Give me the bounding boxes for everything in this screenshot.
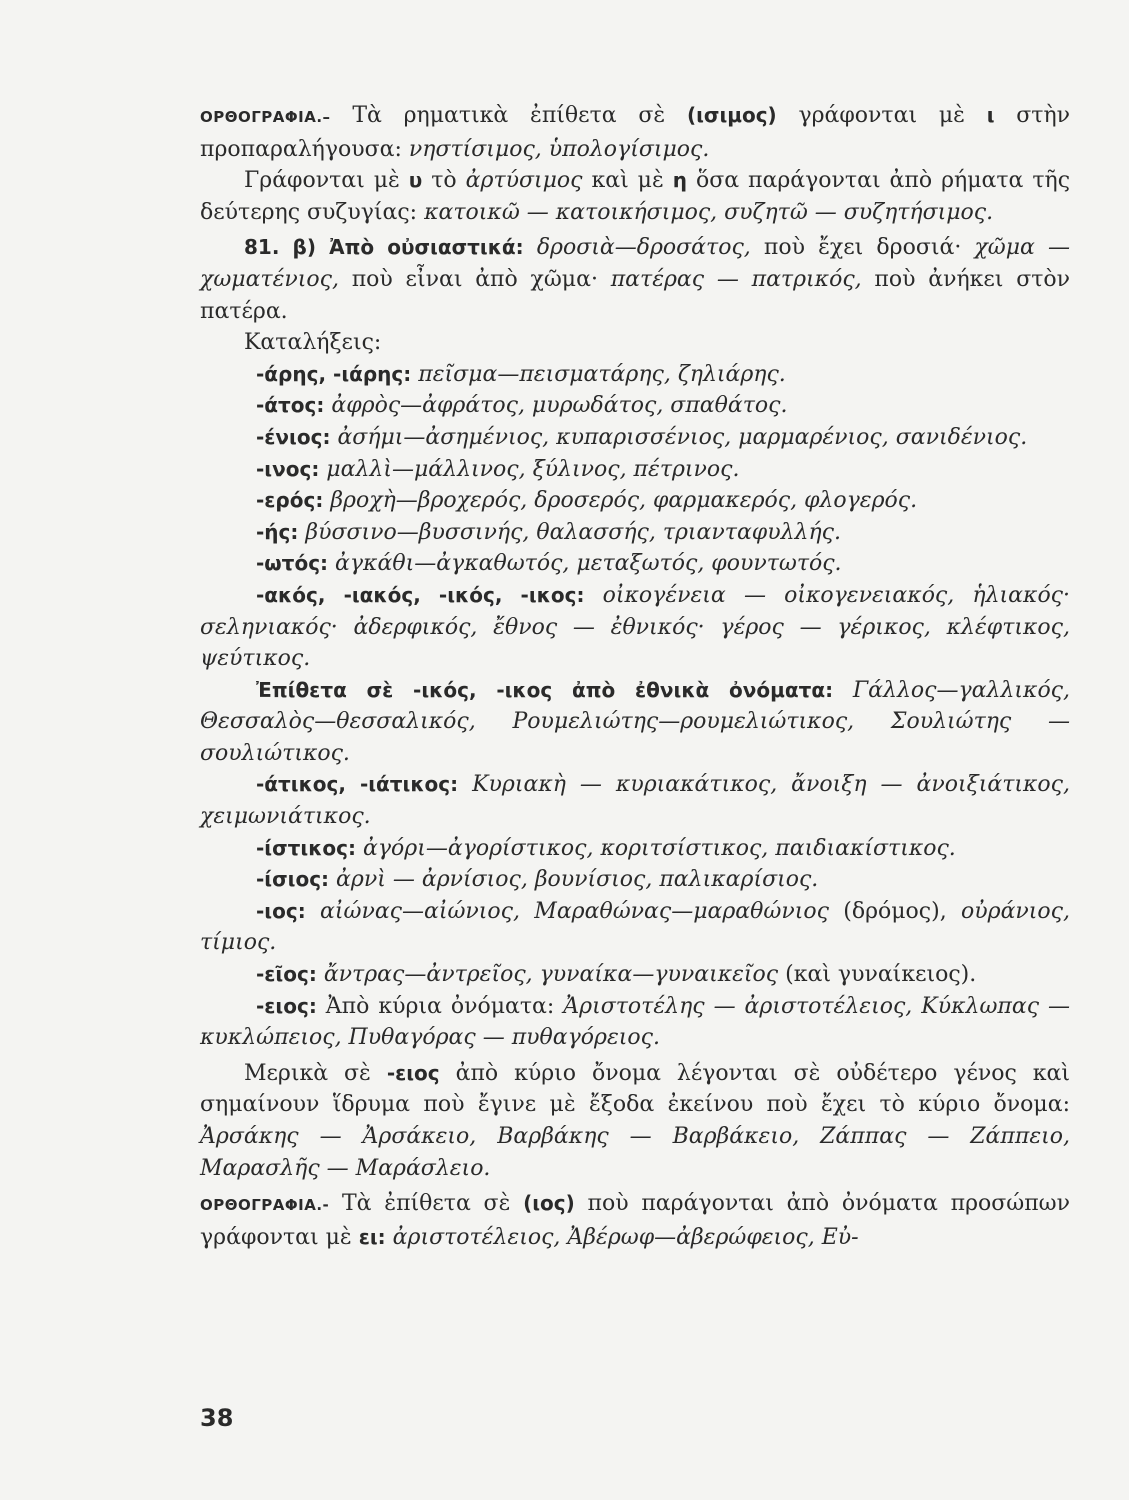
examples: ἀφρὸς—ἀφράτος, μυρωδάτος, σπαθάτος. [324,393,788,419]
suffix: -ής: [256,519,299,544]
examples: ἀσήμι—ἀσημένιος, κυπαρισσένιος, μαρμαρένιος, σανιδένιος. [330,424,1028,450]
text: γράφονται μὲ [776,103,987,128]
letter: ι [986,103,995,127]
word: ἀρτύσιμος [465,168,583,194]
text: ὅσα παράγονται ἀπὸ ρήματα τῆς δεύτερης συζυγίας: [200,168,1071,225]
example: δροσιὰ—δροσάτος, [536,235,751,261]
ending-entry [200,485,1070,517]
examples: νηστίσιμος, ὑπολογίσιμος. [408,136,710,162]
suffix: -ειος: [256,993,317,1018]
examples: βύσσινο—βυσσινής, θαλασσής, τριανταφυλλής. [298,519,841,545]
text: ἀπὸ κύριο ὄνομα λέγονται σὲ οὐδέτερο γένος καὶ σημαίνουν ἵδρυμα ποὺ ἔγινε μὲ ἔξοδα ἐκείνου ποὺ ἔχει τὸ κύριο ὄνομα: [200,1060,1071,1118]
text: ποὺ ἔχει δροσιά· [750,235,975,261]
ending-entry-isios [200,864,1070,896]
text: Γράφονται μὲ [244,168,409,194]
ending-entry-istikos [200,833,1070,865]
letter: υ [408,168,423,193]
text [524,235,537,260]
suffix: -ερός: [256,488,324,513]
ending-entry-eios [200,959,1070,991]
examples: ἀγόρι—ἀγορίστικος, κοριτσίστικος, παιδιακίστικος. [356,835,956,861]
heading: Ἐπίθετα σὲ -ικός, -ικος ἀπὸ ἐθνικὰ ὀνόματα: [256,677,834,702]
example: χῶμα — χωματένιος, [200,235,1071,292]
suffix: -ινος: [256,456,320,481]
examples: ἀρνὶ — ἀρνίσιος, βουνίσιος, παλικαρίσιος. [329,867,819,893]
text: καὶ μὲ [582,168,673,194]
ending-entry [200,390,1070,422]
upsilon-note [200,165,1070,228]
orthography-label: ΟΡΘΟΓΡΑΦΙΑ.– [200,108,331,126]
ending-entry [200,548,1070,580]
suffix: -άτος: [256,393,325,418]
text: τὸ [422,168,466,194]
examples: ἀγκάθι—ἀγκαθωτός, μεταξωτός, φουντωτός. [328,551,842,577]
examples: Κυριακὴ — κυριακάτικος, ἄνοιξη — ἀνοιξιάτικος, χειμωνιάτικος. [200,772,1070,830]
ending-entry [200,359,1070,391]
suffix: -άρης, -ιάρης: [256,361,412,386]
text: Τὰ ρηματικὰ ἐπίθετα σὲ [330,103,687,128]
text: Ἀπὸ κύρια ὀνόματα: [316,993,564,1019]
examples: Ἀριστοτέλης — ἀριστοτέλειος, Κύκλωπας — κυκλώπειος, Πυθαγόρας — πυθαγόρειος. [200,993,1070,1051]
suffix: -άτικος, -ιάτικος: [256,772,459,797]
neuter-note [200,1058,1070,1184]
note: (καὶ γυναίκειος). [785,962,977,988]
suffix: -ιος: [256,898,306,923]
examples: μαλλὶ—μάλλινος, ξύλινος, πέτρινος. [319,456,740,482]
section-heading: 81. β) Ἀπὸ οὐσιαστικά: [244,235,524,260]
text: ποὺ εἶναι ἀπὸ χῶμα· [338,266,611,292]
ending-entry-ios [200,896,1070,959]
examples: πεῖσμα—πεισματάρης, ζηλιάρης. [411,361,786,387]
note: (δρόμος), [843,898,947,924]
section-81 [200,232,1070,327]
ending-entry [200,454,1070,486]
suffix: (ισιμος) [686,103,777,127]
suffix: -εῖος: [256,962,317,987]
suffix: -ωτός: [256,551,329,576]
suffix: -ειος [386,1060,440,1085]
text-block [200,100,1070,1253]
examples: ἄντρας—ἀντρεῖος, γυναίκα—γυναικεῖος [316,962,786,988]
orthography-note-2 [200,1188,1070,1253]
letters: ει: [358,1224,386,1249]
ending-entry-eios-proper [200,991,1070,1054]
examples: οἰκογένεια — οἰκογενειακός, ἡλιακός· σεληνιακός· ἀδερφικός, ἔθνος — ἐθνικός· γέρος — γέρικος, κλέφτικος, ψεύτικος. [200,582,1070,672]
examples: βροχὴ—βροχερός, δροσερός, φαρμακερός, φλογερός. [323,488,918,514]
text: Τὰ ἐπίθετα σὲ [329,1191,524,1217]
ending-entry [200,517,1070,549]
orthography-note-1 [200,100,1070,165]
text: στὴν προπαραλήγουσα: [200,103,1070,162]
text: Μερικὰ σὲ [244,1060,387,1086]
text: ποὺ ἀνήκει στὸν πατέρα. [200,266,1070,324]
orthography-label: ΟΡΘΟΓΡΑΦΙΑ.- [200,1196,330,1215]
ethnic-adjectives [200,675,1070,770]
ending-entry [200,422,1070,454]
examples: ἀριστοτέλειος, Ἀβέρωφ—ἀβερώφειος, Εὐ- [385,1224,859,1250]
examples: Ἀρσάκης — Ἀρσάκειο, Βαρβάκης — Βαρβάκειο, Ζάππας — Ζάππειο, Μαρασλῆς — Μαράσλειο. [200,1124,1070,1181]
suffix: -ίσιος: [256,867,330,892]
examples: κατοικῶ — κατοικήσιμος, συζητῶ — συζητήσιμος. [424,199,994,225]
suffix: -ένιος: [256,424,331,449]
examples: οὐράνιος, τίμιος. [200,898,1070,956]
page-number: 38 [200,1404,234,1432]
suffix: (ιος) [523,1191,575,1216]
examples: Γάλλος—γαλλικός, Θεσσαλὸς—θεσσαλικός, Ρουμελιώτης—ρουμελιώτικος, Σουλιώτης —σουλιώτικος. [200,677,1070,766]
examples: αἰώνας—αἰώνιος, Μαραθώνας—μαραθώνιος [305,898,844,924]
ending-entry-akos [200,580,1070,675]
example: πατέρας — πατρικός, [610,266,862,292]
suffix: -ίστικος: [256,835,357,860]
endings-heading: Καταλήξεις: [244,330,382,356]
suffix: -ακός, -ιακός, -ικός, -ικος: [256,582,585,607]
letter: η [672,168,687,193]
ending-entry-atikos [200,769,1070,832]
text: ποὺ παράγονται ἀπὸ ὀνόματα προσώπων γράφονται μὲ [200,1191,1070,1250]
